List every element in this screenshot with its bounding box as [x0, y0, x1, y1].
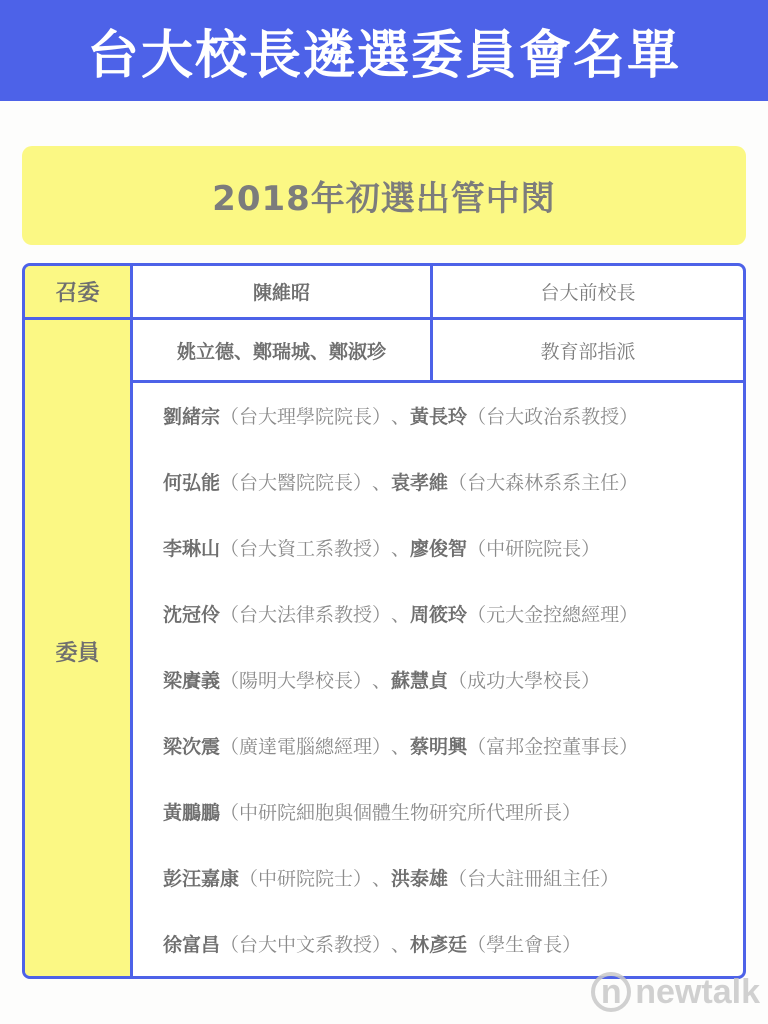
divider [430, 266, 433, 380]
result-banner [22, 146, 746, 245]
separator: 、 [372, 867, 392, 890]
ministry-note: 教育部指派 [540, 340, 636, 363]
list-item [163, 923, 581, 963]
committee-table [22, 263, 746, 979]
member-title: （元大金控總經理） [467, 603, 639, 626]
separator: 、 [372, 471, 392, 494]
member-title: （中研院院士） [239, 867, 373, 890]
separator: 、 [391, 933, 411, 956]
separator: 、 [391, 735, 411, 758]
convener-name: 陳維昭 [252, 282, 310, 304]
members-role-cell [25, 320, 130, 979]
separator: 、 [391, 537, 411, 560]
member-title: （陽明大學校長） [220, 669, 373, 692]
list-item [163, 461, 638, 501]
members-role-label: 委員 [55, 640, 100, 666]
divider [25, 317, 746, 320]
member-list [133, 383, 743, 976]
list-item [163, 395, 638, 435]
page-title: 台大校長遴選委員會名單 [86, 26, 681, 86]
member-name: 梁次震 [163, 735, 221, 758]
member-name: 沈冠伶 [163, 603, 221, 626]
member-title: （中研院院長） [467, 537, 601, 560]
member-name: 黃鵬鵬 [163, 801, 221, 824]
ministry-names-cell [133, 320, 430, 380]
member-title: （成功大學校長） [448, 669, 601, 692]
member-name: 洪泰雄 [391, 867, 449, 890]
ministry-names: 姚立德、鄭瑞城、鄭淑珍 [176, 340, 386, 363]
member-title: （台大醫院院長） [220, 471, 373, 494]
member-name: 梁賡義 [163, 669, 221, 692]
member-title: （台大資工系教授） [220, 537, 392, 560]
member-title: （中研院細胞與個體生物研究所代理所長） [220, 801, 582, 824]
member-name: 劉緒宗 [163, 405, 221, 428]
list-item [163, 791, 581, 831]
member-title: （台大森林系系主任） [448, 471, 639, 494]
list-item [163, 659, 600, 699]
separator: 、 [391, 405, 411, 428]
separator: 、 [372, 669, 392, 692]
member-name: 李琳山 [163, 537, 221, 560]
convener-role-label: 召委 [55, 281, 100, 306]
member-name: 何弘能 [163, 471, 221, 494]
separator: 、 [391, 603, 411, 626]
member-name: 廖俊智 [410, 537, 468, 560]
member-title: （富邦金控董事長） [467, 735, 639, 758]
member-title: （台大中文系教授） [220, 933, 392, 956]
member-name: 蔡明興 [410, 735, 468, 758]
member-title: （台大註冊組主任） [448, 867, 620, 890]
page-header [0, 0, 768, 101]
banner-text: 2018年初選出管中閔 [212, 179, 556, 219]
newtalk-logo-icon: n [591, 972, 631, 1012]
member-name: 周筱玲 [410, 603, 468, 626]
member-title: （廣達電腦總經理） [220, 735, 392, 758]
convener-note-cell [433, 266, 743, 317]
convener-role-cell [25, 266, 130, 317]
member-name: 林彥廷 [410, 933, 468, 956]
ministry-note-cell [433, 320, 743, 380]
convener-name-cell [133, 266, 430, 317]
member-title: （學生會長） [467, 933, 582, 956]
member-name: 徐富昌 [163, 933, 221, 956]
watermark-text: newtalk [635, 972, 760, 1011]
member-title: （台大法律系教授） [220, 603, 392, 626]
member-title: （台大政治系教授） [467, 405, 639, 428]
list-item [163, 857, 619, 897]
list-item [163, 593, 638, 633]
member-name: 袁孝維 [391, 471, 449, 494]
list-item [163, 527, 600, 567]
convener-note: 台大前校長 [540, 282, 636, 304]
member-name: 彭汪嘉康 [163, 867, 240, 890]
member-name: 蘇慧貞 [391, 669, 449, 692]
member-name: 黃長玲 [410, 405, 468, 428]
member-title: （台大理學院院長） [220, 405, 392, 428]
newtalk-watermark [591, 972, 760, 1012]
list-item [163, 725, 638, 765]
